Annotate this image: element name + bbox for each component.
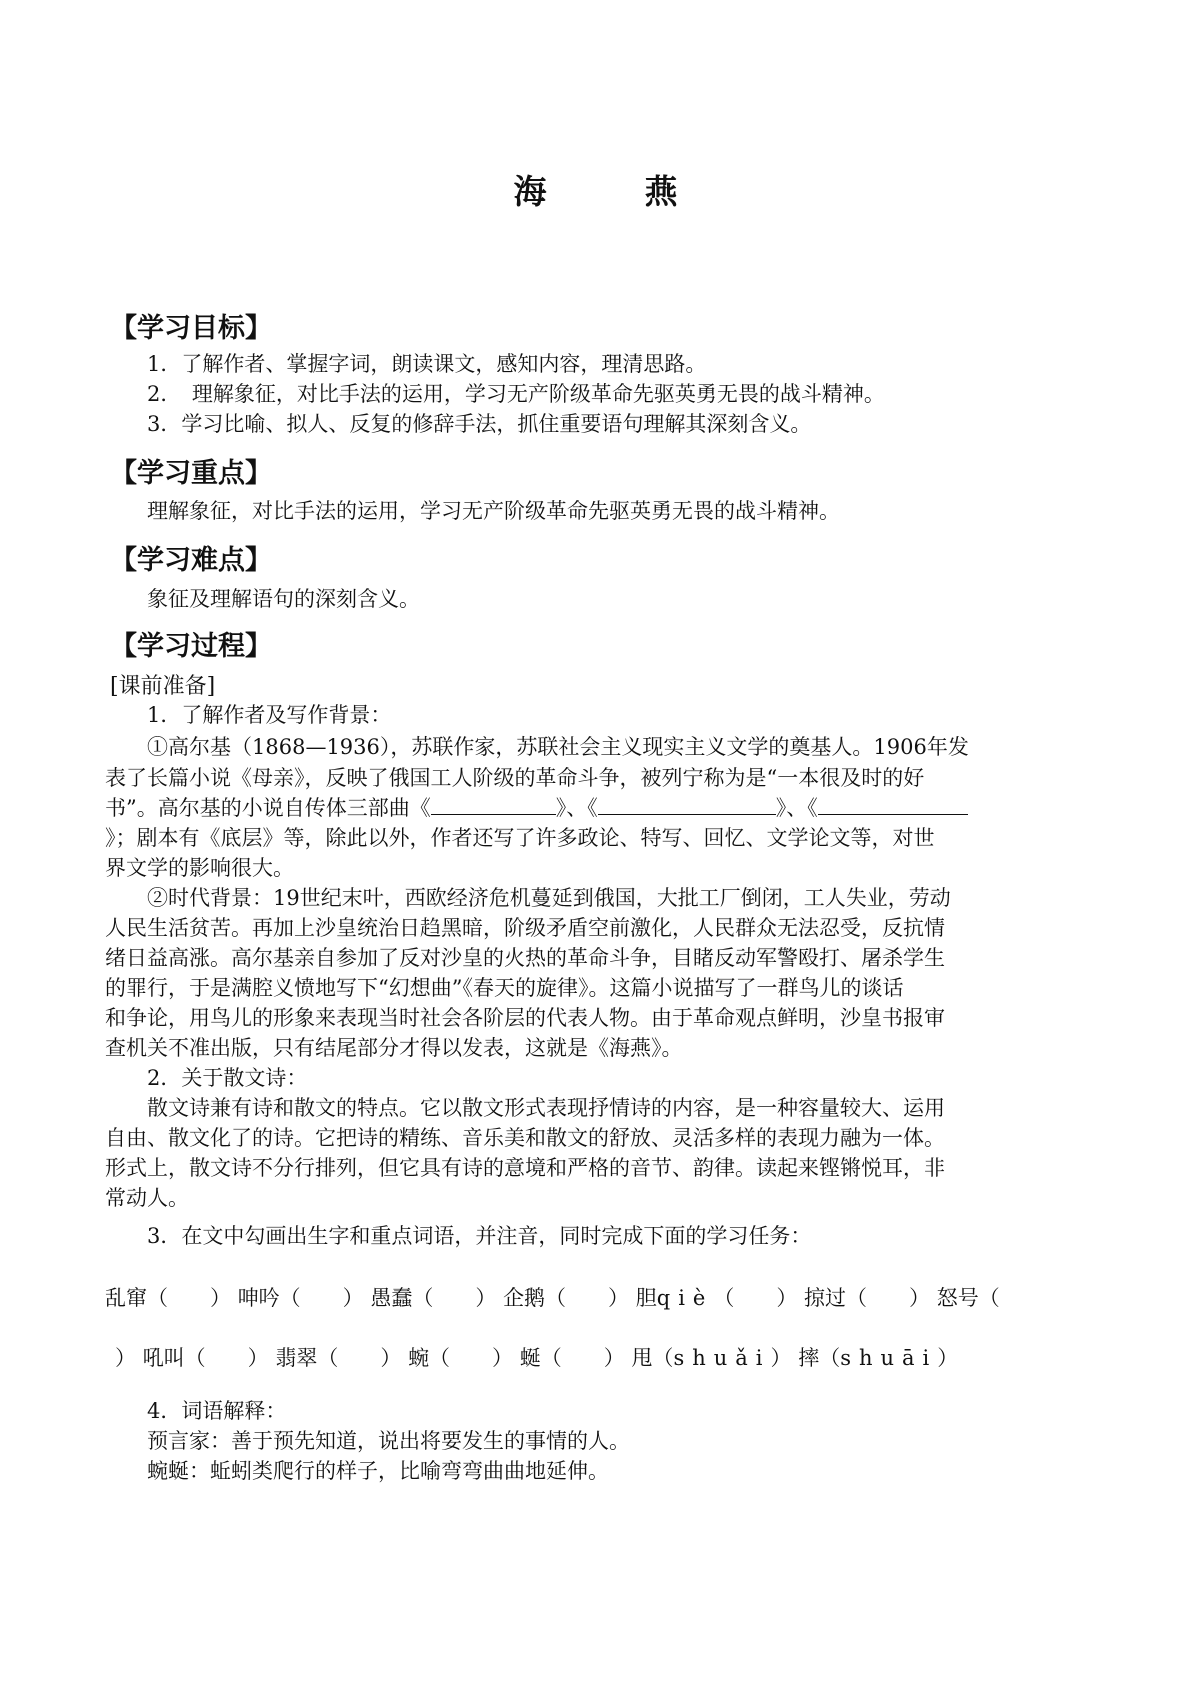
author-line-1: ①高尔基（1868—1936），苏联作家，苏联社会主义现实主义文学的奠基人。1906年发 (147, 735, 969, 759)
author-line-3 (105, 792, 968, 824)
vocab-shuai-1-close: ） (937, 1346, 959, 1370)
vocab-lueguo: 掠过（ ） (804, 1286, 931, 1310)
vocab-shuai-3 (631, 1346, 791, 1370)
vocab-row-1 (105, 1282, 1000, 1314)
answer-blank-1[interactable] (431, 794, 556, 815)
background-line-2: 人民生活贫苦。再加上沙皇统治日趋黑暗，阶级矛盾空前激化，人民群众无法忍受，反抗情 (105, 916, 945, 940)
difficulties-text: 象征及理解语句的深刻含义。 (147, 587, 420, 611)
item-2-title: 2．关于散文诗： (147, 1066, 308, 1090)
item-1-title: 1．了解作者及写作背景： (147, 703, 392, 727)
prose-line-1: 散文诗兼有诗和散文的特点。它以散文形式表现抒情诗的内容，是一种容量较大、运用 (147, 1096, 945, 1120)
vocab-qie: 企鹅（ ） (503, 1286, 630, 1310)
answer-blank-2[interactable] (598, 794, 776, 815)
definition-2: 蜿蜒：蚯蚓类爬行的样子，比喻弯弯曲曲地延伸。 (147, 1459, 609, 1483)
vocab-feicui: 翡翠（ ） (275, 1346, 402, 1370)
item-4-title: 4．词语解释： (147, 1399, 287, 1423)
vocab-danqie-blank: （ ） (713, 1286, 798, 1310)
heading-key-points: 【学习重点】 (110, 458, 272, 489)
vocab-luancuan: 乱窜（ ） (105, 1286, 231, 1310)
background-line-1: ②时代背景：19世纪末叶，西欧经济危机蔓延到俄国，大批工厂倒闭，工人失业，劳动 (147, 886, 951, 910)
author-line-3-c: 》、《 (775, 796, 818, 820)
objective-2: 2． 理解象征，对比手法的运用，学习无产阶级革命先驱英勇无畏的战斗精神。 (147, 382, 885, 406)
vocab-yan: 蜒（ ） (519, 1346, 625, 1370)
prose-line-3: 形式上，散文诗不分行排列，但它具有诗的意境和严格的音节、韵律。读起来铿锵悦耳，非 (105, 1156, 945, 1180)
vocab-shuai-3-pinyin: shuǎi (673, 1346, 771, 1370)
background-line-6: 查机关不准出版，只有结尾部分才得以发表，这就是《海燕》。 (105, 1036, 683, 1060)
vocab-nuhao-close: ） (115, 1346, 136, 1370)
vocab-nuhao: 怒号（ (936, 1286, 1000, 1310)
vocab-danqie-pinyin: qiè (656, 1286, 714, 1310)
title-char-2: 燕 (644, 172, 678, 211)
vocab-row-2 (115, 1342, 958, 1374)
pre-class-label: [课前准备] (110, 674, 216, 699)
vocab-wan: 蜿（ ） (408, 1346, 514, 1370)
author-line-3-b: 》、《 (555, 796, 598, 820)
vocab-shuai-3-char: 甩（ (631, 1346, 674, 1370)
heading-objectives: 【学习目标】 (110, 313, 272, 344)
background-line-5: 和争论，用鸟儿的形象来表现当时社会各阶层的代表人物。由于革命观点鲜明，沙皇书报审 (105, 1006, 945, 1030)
page-title (0, 166, 1191, 213)
author-line-2: 表了长篇小说《母亲》，反映了俄国工人阶级的革命斗争，被列宁称为是“一本很及时的好 (105, 766, 925, 790)
definition-1: 预言家：善于预先知道，说出将要发生的事情的人。 (147, 1429, 630, 1453)
vocab-yuchun: 愚蠢（ ） (370, 1286, 497, 1310)
title-char-1: 海 (513, 172, 547, 211)
vocab-shuai-1-char: 摔（ (798, 1346, 841, 1370)
heading-difficulties: 【学习难点】 (110, 545, 272, 576)
heading-process: 【学习过程】 (110, 631, 272, 662)
vocab-houjiao: 吼叫（ ） (142, 1346, 269, 1370)
key-points-text: 理解象征，对比手法的运用，学习无产阶级革命先驱英勇无畏的战斗精神。 (147, 499, 840, 523)
vocab-shuai-1 (798, 1346, 958, 1370)
prose-line-4: 常动人。 (105, 1186, 189, 1210)
vocab-shuai-3-close: ） (770, 1346, 792, 1370)
objective-1: 1．了解作者、掌握字词，朗读课文，感知内容，理清思路。 (147, 352, 707, 376)
vocab-shenyin: 呻吟（ ） (237, 1286, 364, 1310)
background-line-4: 的罪行，于是满腔义愤地写下“幻想曲”《春天的旋律》。这篇小说描写了一群鸟儿的谈话 (105, 976, 904, 1000)
vocab-shuai-1-pinyin: shuāi (840, 1346, 938, 1370)
prose-line-2: 自由、散文化了的诗。它把诗的精练、音乐美和散文的舒放、灵活多样的表现力融为一体。 (105, 1126, 945, 1150)
author-line-3-a: 书”。高尔基的小说自传体三部曲《 (105, 796, 431, 820)
author-line-4: 》；剧本有《底层》等，除此以外，作者还写了许多政论、特写、回忆、文学论文等，对世 (105, 826, 935, 850)
author-line-5: 界文学的影响很大。 (105, 856, 294, 880)
vocab-danqie (636, 1286, 798, 1310)
background-line-3: 绪日益高涨。高尔基亲自参加了反对沙皇的火热的革命斗争，目睹反动军警殴打、屠杀学生 (105, 946, 945, 970)
objective-3: 3．学习比喻、拟人、反复的修辞手法，抓住重要语句理解其深刻含义。 (147, 412, 812, 436)
item-3-title: 3．在文中勾画出生字和重点词语，并注音，同时完成下面的学习任务： (147, 1224, 812, 1248)
answer-blank-3[interactable] (818, 794, 968, 815)
vocab-danqie-char: 胆 (635, 1286, 657, 1310)
